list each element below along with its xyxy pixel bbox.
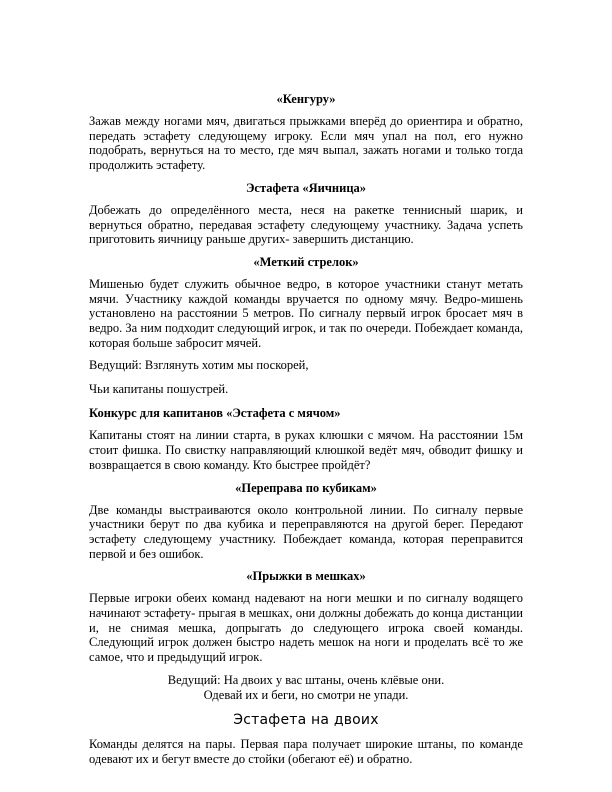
verse-line-1: Ведущий: На двоих у вас штаны, очень клёвые они.: [167, 672, 445, 687]
dvoih-heading: Эстафета на двоих: [233, 711, 379, 728]
pereprava-heading: «Переправа по кубикам»: [235, 480, 377, 495]
host-verse: [89, 673, 523, 703]
yaichnitsa-heading: Эстафета «Яичница»: [245, 180, 367, 195]
kenguru-text: Зажав между ногами мяч, двигаться прыжками вперёд до ориентира и обратно, передать эстафету следующему игроку. Если мяч упал на пол, его нужно подобрать, вернуться на то место, где мяч выпал, зажать ногами и только тогда продолжить эстафету.: [89, 114, 523, 173]
kapitany-text: Капитаны стоят на линии старта, в руках клюшки с мячом. На расстоянии 15м стоит фишка. По свистку направляющий клюшкой ведёт мяч, обводит фишку и возвращается в свою команду. Кто быстрее пройдёт?: [89, 428, 523, 472]
host-line-2: Чьи капитаны пошустрей.: [89, 382, 229, 397]
metkiy-heading: «Меткий стрелок»: [253, 254, 359, 269]
metkiy-text: Мишенью будет служить обычное ведро, в которое участники станут метать мячи. Участнику каждой команды вручается по одному мячу. Ведро-мишень установлено на расстоянии 5 метров. По сигналу первый игрок бросает мяч в ведро. За ним подходит следующий игрок, и так по очереди. Побеждает команда, которая больше забросит мячей.: [89, 276, 523, 350]
meshki-text: Первые игроки обеих команд надевают на ноги мешки и по сигналу водящего начинают эстафету- прыгая в мешках, они должны добежать до конца дистанции и, не снимая мешка, допрыгать до следующего игрока своей команды. Следующий игрок должен быстро надеть мешок на ноги и проделать всё то же самое, что и предыдущий игрок.: [89, 591, 523, 665]
host-line-1: Ведущий: Взглянуть хотим мы поскорей,: [89, 358, 309, 373]
verse-line-2: Одевай их и беги, но смотри не упади.: [203, 687, 409, 702]
document-content: [89, 92, 523, 774]
kapitany-heading: Конкурс для капитанов «Эстафета с мячом»: [89, 406, 341, 421]
dvoih-text: Команды делятся на пары. Первая пара получает широкие штаны, по команде одевают их и бегут вместе до стойки (обегают её) и обратно.: [89, 736, 523, 766]
yaichnitsa-text: Добежать до определённого места, неся на ракетке теннисный шарик, и вернуться обратно, передавая эстафету следующему участнику. Задача успеть приготовить яичницу раньше других- завершить дистанцию.: [89, 202, 523, 247]
pereprava-text: Две команды выстраиваются около контрольной линии. По сигналу первые участники берут по два кубика и переправляются на другой берег. Передают эстафету следующему участнику. Побеждает команда, которая переправится первой и без ошибок.: [89, 502, 523, 561]
kenguru-heading: «Кенгуру»: [276, 92, 336, 106]
meshki-heading: «Прыжки в мешках»: [246, 569, 366, 584]
